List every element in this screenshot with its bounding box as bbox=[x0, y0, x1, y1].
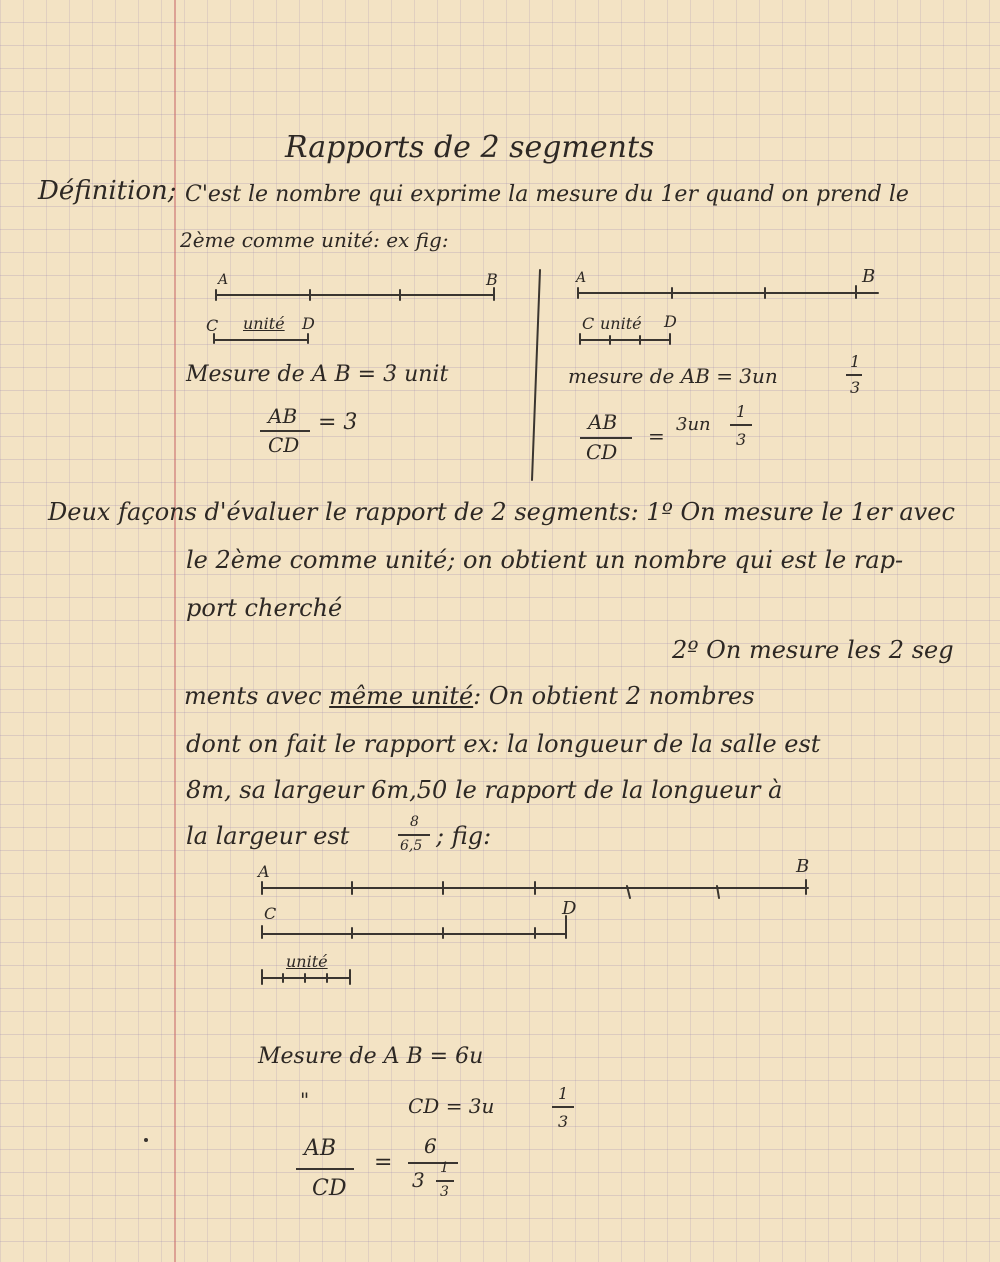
fig1-ratio-den: CD bbox=[268, 433, 300, 457]
methods-line-6: dont on fait le rapport ex: la longueur de la salle est bbox=[186, 730, 821, 758]
fig3-ratio-den-whole: 3 bbox=[412, 1168, 425, 1192]
fig3-ratio-den: CD bbox=[312, 1176, 347, 1201]
fig3-ratio-den-frac-num: 1 bbox=[440, 1160, 449, 1176]
fig2-ratio-den: CD bbox=[586, 440, 618, 464]
fig1-point-b: B bbox=[486, 270, 498, 289]
fig2-unit-label: unité bbox=[600, 314, 642, 333]
fig1-ratio-value: = 3 bbox=[318, 410, 358, 435]
fig2-ratio-frac-den: 3 bbox=[736, 430, 747, 449]
methods-line-8-end: ; fig: bbox=[436, 822, 492, 850]
fig3-ratio-den-frac-den: 3 bbox=[440, 1184, 449, 1200]
methods-line-5-underlined: même unité bbox=[329, 682, 474, 710]
fig2-measure: mesure de AB = 3un bbox=[568, 364, 778, 388]
fig1-unit-label: unité bbox=[243, 314, 285, 333]
fig2-point-b: B bbox=[862, 266, 876, 287]
fig3-measure-cd: CD = 3u bbox=[408, 1094, 495, 1118]
methods-line-8: la largeur est bbox=[186, 822, 350, 850]
definition-line-1: C'est le nombre qui exprime la mesure du 1er quand on prend le bbox=[185, 182, 909, 207]
fig3-unit-label: unité bbox=[286, 952, 328, 971]
fig3-ratio-den-frac-bar bbox=[436, 1180, 454, 1182]
fig2-point-a: A bbox=[576, 270, 587, 286]
fig2-ratio-whole: 3un bbox=[676, 414, 711, 435]
methods-line-5-start: ments avec bbox=[184, 682, 330, 710]
fig3-cd-frac-bar bbox=[552, 1106, 574, 1108]
fig2-point-c: C bbox=[582, 314, 595, 333]
fig1-measure: Mesure de A B = 3 unit bbox=[186, 362, 449, 387]
fig2-point-d: D bbox=[664, 312, 677, 331]
fig3-measure-ab: Mesure de A B = 6u bbox=[258, 1044, 484, 1069]
fig3-point-d: D bbox=[562, 898, 577, 919]
methods-line-3: port cherché bbox=[186, 594, 343, 622]
fig2-ratio-equals: = bbox=[648, 424, 665, 448]
fig3-ratio-bar bbox=[296, 1168, 354, 1170]
fig3-point-a: A bbox=[258, 862, 270, 881]
definition-line-2: 2ème comme unité: ex fig: bbox=[180, 228, 449, 252]
fig3-ratio-num: AB bbox=[304, 1136, 337, 1161]
fig3-ratio-equals: = bbox=[374, 1150, 393, 1175]
fig3-ratio-value-bar bbox=[408, 1162, 458, 1164]
fig2-measure-frac-num: 1 bbox=[850, 352, 861, 371]
fig3-cd-frac-den: 3 bbox=[558, 1112, 569, 1131]
fig1-point-a: A bbox=[218, 272, 229, 288]
fig1-point-c: C bbox=[206, 316, 219, 335]
methods-line-4: 2º On mesure les 2 seg bbox=[672, 636, 954, 664]
fig2-measure-frac-den: 3 bbox=[850, 378, 861, 397]
page-title: Rapports de 2 segments bbox=[285, 130, 655, 165]
methods-line-5-end: : On obtient 2 nombres bbox=[473, 682, 755, 710]
fig1-ratio-num: AB bbox=[268, 404, 298, 428]
methods-line-1: Deux façons d'évaluer le rapport de 2 segments: 1º On mesure le 1er avec bbox=[48, 498, 955, 526]
methods-frac-num: 8 bbox=[410, 814, 419, 830]
fig2-ratio-num: AB bbox=[588, 410, 618, 434]
fig1-point-d: D bbox=[302, 314, 315, 333]
definition-label: Définition; bbox=[38, 176, 177, 206]
methods-line-2: le 2ème comme unité; on obtient un nombre qui est le rap- bbox=[186, 546, 904, 574]
fig3-ratio-value-num: 6 bbox=[424, 1134, 437, 1158]
fig3-ditto: " bbox=[300, 1088, 310, 1112]
ink-dot bbox=[144, 1138, 148, 1142]
methods-frac-den: 6,5 bbox=[400, 838, 423, 854]
fig3-point-c: C bbox=[264, 904, 277, 923]
fig3-cd-frac-num: 1 bbox=[558, 1084, 569, 1103]
fig3-point-b: B bbox=[796, 856, 810, 877]
fig2-ratio-frac-num: 1 bbox=[736, 402, 747, 421]
methods-line-7: 8m, sa largeur 6m,50 le rapport de la longueur à bbox=[186, 776, 783, 804]
